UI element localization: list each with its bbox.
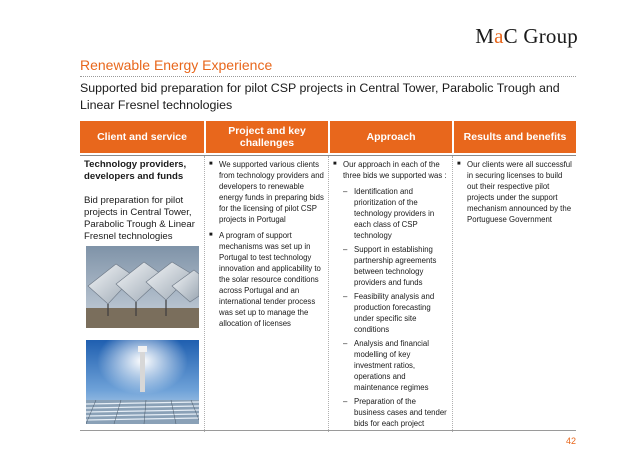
header-client-and-service: Client and service (80, 121, 204, 153)
approach-step: Preparation of the business cases and tender bids for each project (354, 397, 447, 428)
list-item (343, 186, 448, 241)
list-item (333, 159, 448, 181)
list-item (343, 291, 448, 335)
dash-bullet-icon: – (343, 292, 348, 301)
dash-bullet-icon: – (343, 339, 348, 348)
section-title: Renewable Energy Experience (80, 57, 273, 73)
logo-accent-letter: a (494, 24, 504, 48)
header-project-and-challenges: Project and key challenges (204, 121, 328, 153)
parabolic-trough-field-image (86, 340, 199, 424)
approach-step: Feasibility analysis and production forecasting under specific site conditions (354, 292, 435, 334)
square-bullet-icon: ■ (333, 161, 337, 167)
list-item (343, 396, 448, 429)
client-description: Bid preparation for pilot projects in Central Tower, Parabolic Trough & Linear Fresnel technologies (84, 195, 195, 242)
challenge-text: We supported various clients from technology providers and developers to renewable energy funds in preparing bids for the licensing of pilot CSP projects in Portugal (219, 160, 324, 224)
results-column (452, 156, 576, 432)
title-divider (80, 76, 576, 77)
solar-tower-heliostats-image (86, 246, 199, 328)
challenges-column (204, 156, 328, 432)
list-item (457, 159, 572, 225)
square-bullet-icon: ■ (457, 161, 461, 167)
square-bullet-icon: ■ (209, 161, 213, 167)
approach-step: Analysis and financial modelling of key investment ratios, operations and maintenance regimes (354, 339, 429, 392)
list-item (343, 244, 448, 288)
mac-group-logo (475, 24, 578, 49)
approach-step: Identification and prioritization of the technology providers in each class of CSP technology (354, 187, 435, 240)
challenge-text: A program of support mechanisms was set up in Portugal to test technology innovation and applicability to the solar resource conditions across Portugal and an international tender process was set up to manage the allocation of licenses (219, 231, 321, 328)
logo-suffix: C Group (503, 24, 578, 48)
dash-bullet-icon: – (343, 187, 348, 196)
approach-column (328, 156, 452, 432)
dash-bullet-icon: – (343, 245, 348, 254)
page-number: 42 (565, 436, 576, 446)
list-item (209, 230, 324, 329)
header-results-and-benefits: Results and benefits (452, 121, 576, 153)
case-study-table (80, 121, 576, 431)
client-title: Technology providers, developers and funds (84, 159, 187, 182)
header-approach: Approach (328, 121, 452, 153)
client-column (80, 156, 204, 432)
table-header-row (80, 121, 576, 153)
list-item (209, 159, 324, 225)
approach-intro: Our approach in each of the three bids we supported was : (343, 160, 447, 180)
logo-prefix: M (475, 24, 495, 48)
slide-subtitle: Supported bid preparation for pilot CSP projects in Central Tower, Parabolic Trough and Linear Fresnel technologies (80, 81, 560, 112)
square-bullet-icon: ■ (209, 232, 213, 238)
list-item (343, 338, 448, 393)
result-text: Our clients were all successful in securing licenses to build out their respective pilot projects under the support mechanism announced by the Portuguese Government (467, 160, 572, 224)
approach-step: Support in establishing partnership agreements between technology providers and funds (354, 245, 437, 287)
table-body-row (80, 155, 576, 432)
dash-bullet-icon: – (343, 397, 348, 406)
